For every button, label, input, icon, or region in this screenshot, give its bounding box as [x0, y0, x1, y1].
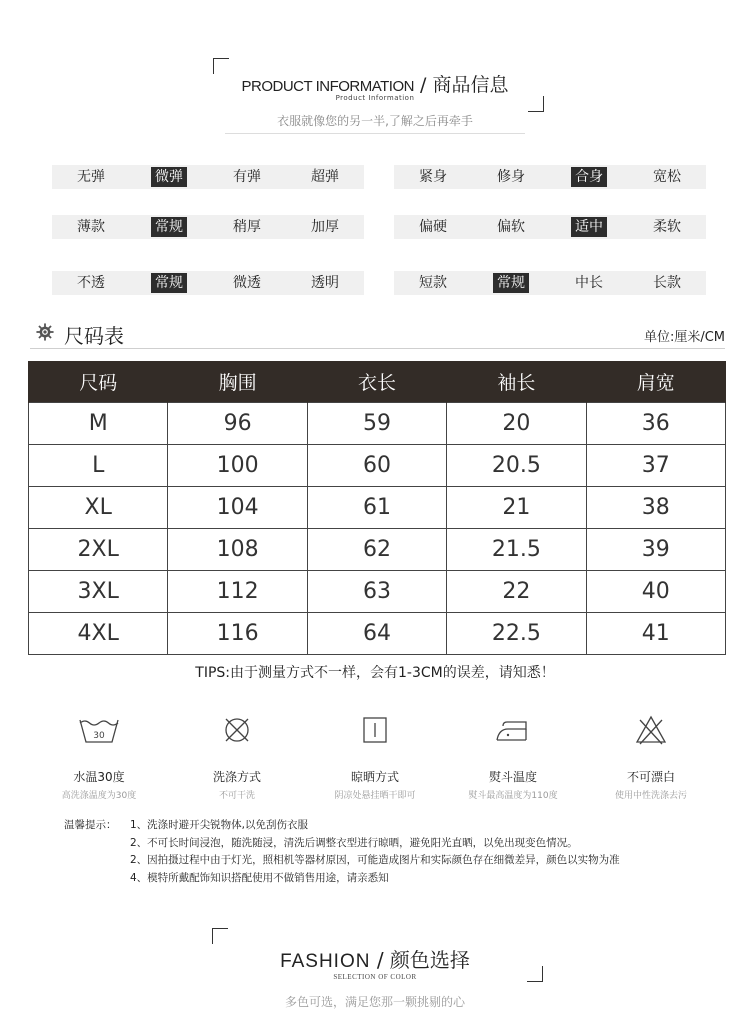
table-cell: 21 — [447, 486, 586, 528]
attr-elasticity — [52, 165, 364, 189]
attr-option-selected: 微弹 — [130, 165, 208, 189]
care-sub: 熨斗最高温度为110度 — [468, 791, 558, 801]
table-cell: 41 — [586, 612, 725, 654]
care-item-wash — [30, 710, 168, 810]
table-cell: 96 — [168, 402, 307, 444]
no-bleach-icon — [634, 714, 668, 746]
table-cell: 20 — [447, 402, 586, 444]
care-item-dry-clean — [168, 710, 306, 810]
care-title: 洗涤方式 — [212, 770, 261, 784]
attr-option: 紧身 — [419, 169, 447, 185]
size-chart-title: 尺码表 — [64, 324, 124, 348]
attr-thickness — [52, 215, 364, 239]
tips-text: TIPS:由于测量方式不一样，会有1-3CM的误差，请知悉！ — [195, 665, 555, 681]
wash-30-icon — [78, 714, 120, 746]
product-info-title-cn: 商品信息 — [432, 74, 509, 96]
attr-option: 超弹 — [311, 169, 339, 185]
table-cell: 38 — [586, 486, 725, 528]
reminder-list — [130, 817, 620, 887]
product-info-desc: 衣服就像您的另一半,了解之后再牵手 — [277, 114, 473, 128]
table-cell: 2XL — [29, 528, 168, 570]
table-cell: 64 — [307, 612, 446, 654]
table-cell: M — [29, 402, 168, 444]
fashion-desc: 多色可选，满足您那一颗挑剔的心 — [284, 995, 465, 1009]
line-dry-icon — [359, 714, 391, 746]
care-title: 不可漂白 — [626, 770, 675, 784]
table-cell: 36 — [586, 402, 725, 444]
table-cell: 59 — [307, 402, 446, 444]
attr-transparency — [52, 271, 364, 295]
attr-option: 加厚 — [311, 219, 339, 235]
fashion-title-en: FASHION — [280, 951, 371, 972]
column-header: 衣长 — [307, 361, 446, 402]
table-cell: 40 — [586, 570, 725, 612]
attr-option: 透明 — [311, 275, 339, 291]
attr-option: 偏软 — [497, 219, 525, 235]
attr-option: 有弹 — [233, 169, 261, 185]
attr-option: 长款 — [653, 275, 681, 291]
attr-option-selected: 适中 — [550, 215, 628, 239]
size-chart-table — [28, 361, 726, 655]
attr-fit — [394, 165, 706, 189]
table-cell: 116 — [168, 612, 307, 654]
table-cell: 61 — [307, 486, 446, 528]
table-cell: 20.5 — [447, 444, 586, 486]
table-row — [29, 402, 726, 444]
fashion-title-cn: 颜色选择 — [389, 948, 470, 972]
product-info-subtitle: Product Information — [335, 94, 415, 102]
care-title: 水温30度 — [73, 770, 125, 784]
reminder-item: 4、模特所戴配饰知识搭配使用不做销售用途，请亲悉知 — [130, 871, 389, 884]
attr-option: 偏硬 — [419, 219, 447, 235]
title-separator: / — [370, 948, 390, 972]
table-cell: 4XL — [29, 612, 168, 654]
attr-softness — [394, 215, 706, 239]
attr-option: 稍厚 — [233, 219, 261, 235]
attr-option: 柔软 — [653, 219, 681, 235]
care-sub: 阴凉处悬挂晒干即可 — [334, 791, 416, 801]
table-cell: 62 — [307, 528, 446, 570]
care-title: 晾晒方式 — [350, 770, 399, 784]
care-sub: 使用中性洗涤去污 — [614, 791, 687, 801]
table-cell: 108 — [168, 528, 307, 570]
care-title: 熨斗温度 — [488, 770, 537, 784]
corner-top-left — [212, 928, 228, 944]
attr-option: 宽松 — [653, 169, 681, 185]
title-separator: / — [413, 74, 433, 96]
attr-option: 短款 — [419, 275, 447, 291]
attr-option: 不透 — [77, 275, 105, 291]
table-cell: 63 — [307, 570, 446, 612]
attr-length — [394, 271, 706, 295]
corner-bottom-right — [528, 96, 544, 112]
table-cell: 39 — [586, 528, 725, 570]
size-chart-header — [30, 319, 725, 348]
attr-option: 中长 — [575, 275, 603, 291]
attr-option-selected: 常规 — [472, 271, 550, 295]
divider — [30, 348, 725, 349]
attr-option: 微透 — [233, 275, 261, 291]
table-row — [29, 486, 726, 528]
gear-icon — [36, 323, 54, 341]
care-instructions — [30, 710, 720, 810]
attr-option-selected: 常规 — [130, 215, 208, 239]
care-item-bleach — [582, 710, 720, 810]
table-cell: 3XL — [29, 570, 168, 612]
column-header: 袖长 — [447, 361, 586, 402]
table-cell: 21.5 — [447, 528, 586, 570]
divider — [225, 133, 525, 134]
reminder-label: 温馨提示： — [64, 819, 117, 831]
column-header: 胸围 — [168, 361, 307, 402]
table-cell: 60 — [307, 444, 446, 486]
table-cell: 104 — [168, 486, 307, 528]
table-cell: 100 — [168, 444, 307, 486]
table-cell: 37 — [586, 444, 725, 486]
care-item-dry — [306, 710, 444, 810]
corner-bottom-right — [527, 966, 543, 982]
table-cell: L — [29, 444, 168, 486]
table-row — [29, 528, 726, 570]
iron-icon — [493, 714, 533, 746]
table-cell: XL — [29, 486, 168, 528]
product-info-title-en: PRODUCT INFORMATION — [241, 78, 414, 95]
wash-temperature-label: 30 — [93, 731, 105, 741]
column-header: 肩宽 — [586, 361, 725, 402]
care-sub: 高洗涤温度为30度 — [61, 791, 137, 801]
reminder-item: 1、洗涤时避开尖锐物体,以免刮伤衣服 — [130, 819, 309, 831]
fashion-subtitle: SELECTION OF COLOR — [333, 973, 417, 981]
column-header: 尺码 — [29, 361, 168, 402]
product-info-title — [0, 70, 750, 97]
attr-option: 修身 — [497, 169, 525, 185]
table-row — [29, 612, 726, 654]
table-cell: 22.5 — [447, 612, 586, 654]
attr-option-selected: 常规 — [130, 271, 208, 295]
table-row — [29, 444, 726, 486]
reminder-item: 2、不可长时间浸泡，随洗随浸，清洗后调整衣型进行晾晒，避免阳光直晒，以免出现变色情况。 — [130, 836, 578, 849]
table-cell: 112 — [168, 570, 307, 612]
table-row — [29, 570, 726, 612]
no-dry-clean-icon — [221, 714, 253, 746]
attr-option: 薄款 — [77, 219, 105, 235]
fashion-title — [0, 944, 750, 973]
size-chart-unit: 单位:厘米/CM — [643, 330, 725, 345]
care-item-iron — [444, 710, 582, 810]
reminder-item: 2、因拍摄过程中由于灯光，照相机等器材原因，可能造成图片和实际颜色存在细微差异，颜色以实物为准 — [130, 854, 620, 866]
attr-option-selected: 合身 — [550, 165, 628, 189]
attr-option: 无弹 — [77, 169, 105, 185]
table-cell: 22 — [447, 570, 586, 612]
care-sub: 不可干洗 — [218, 791, 255, 801]
table-header-row — [29, 361, 726, 402]
